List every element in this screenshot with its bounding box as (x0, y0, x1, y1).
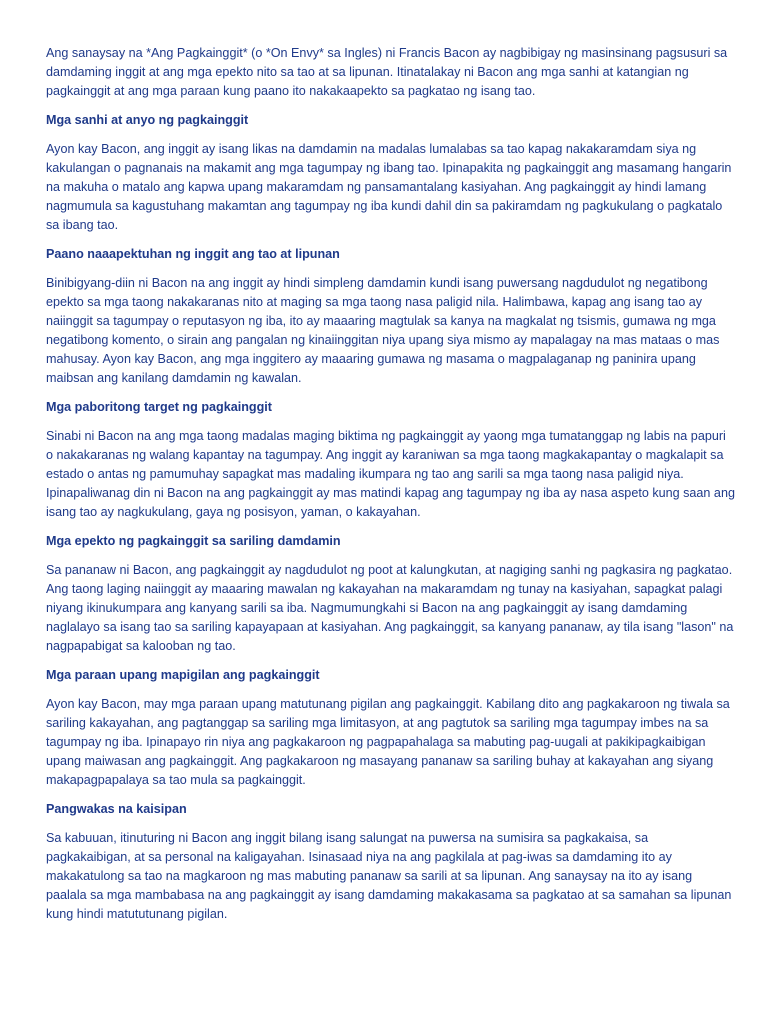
section-heading-targets: Mga paboritong target ng pagkainggit (46, 400, 272, 414)
section-body-effects-society: Binibigyang-diin ni Bacon na ang inggit ay hindi simpleng damdamin kundi isang puwersang nagdudulot ng negatibong epekto sa mga taong nakakaranas nito at maging sa mga taong nasa paligid nila. Halimbawa, kapag ang isang tao ay naiinggit sa tagumpay o reputasyon ng iba, ito ay maaaring magtulak sa kanya na magkalat ng tsismis, gumawa ng mga negatibong komento, o sirain ang pangalan ng kinaiinggitan niya upang siya mismo ay mapalagay na mas mataas o mas mahusay. Ayon kay Bacon, ang mga inggitero ay maaaring gumawa ng masama o magpalaganap ng paninira upang maibsan ang kanilang damdamin ng kawalan. (46, 276, 720, 385)
section-body-causes: Ayon kay Bacon, ang inggit ay isang likas na damdamin na madalas lumalabas sa tao kapag nakakaramdam siya ng kakulangan o pagnanais na makamit ang mga tagumpay ng ibang tao. Ipinapakita ng pagkainggit ang masamang hangarin na makuha o matalo ang kapwa upang makaramdam ng pansamantalang kasiyahan. Ang pagkainggit ay hindi lamang nagmumula sa kagustuhang makamtan ang tagumpay ng iba kundi dahil din sa pakiramdam ng pagkukulang o pagkatalo sa ibang tao. (46, 142, 732, 232)
section-heading-self-effects: Mga epekto ng pagkainggit sa sariling damdamin (46, 534, 341, 548)
section-body-self-effects: Sa pananaw ni Bacon, ang pagkainggit ay nagdudulot ng poot at kalungkutan, at nagiging sanhi ng pagkasira ng pagkatao. Ang taong laging naiinggit ay maaaring mawalan ng kakayahan na makaramdam ng tunay na kasiyahan, sapagkat palagi niyang ikinukumpara ang kanyang sarili sa iba. Nagmumungkahi si Bacon na ang pagkainggit ay isang damdaming naglalayo sa isang tao sa sariling kapayapaan at kasiyahan. Ang pagkainggit, sa kanyang pananaw, ay tila isang "lason" na nagpapabigat sa kalooban ng tao. (46, 563, 734, 653)
section-heading-effects-society: Paano naaapektuhan ng inggit ang tao at lipunan (46, 247, 340, 261)
intro-paragraph: Ang sanaysay na *Ang Pagkainggit* (o *On Envy* sa Ingles) ni Francis Bacon ay nagbibigay ng masinsinang pagsusuri sa damdaming inggit at ang mga epekto nito sa tao at sa lipunan. Itinatalakay ni Bacon ang mga sanhi at katangian ng pagkainggit at ang mga paraan kung paano ito nakakaapekto sa pagkatao ng isang tao. (46, 46, 728, 98)
section-body-conclusion: Sa kabuuan, itinuturing ni Bacon ang inggit bilang isang salungat na puwersa na sumisira sa pagkakaisa, sa pagkakaibigan, at sa personal na kaligayahan. Isinasaad niya na ang pagkilala at pag-iwas sa damdaming ito ay makakatulong sa tao na magkaroon ng mas mabuting pananaw sa sarili at sa lipunan. Ang sanaysay na ito ay isang paalala sa mga mambabasa na ang pagkainggit ay isang damdaming makakasama sa pagkatao at sa samahan sa lipunan kung hindi matututunang pigilan. (46, 831, 732, 921)
section-heading-conclusion: Pangwakas na kaisipan (46, 802, 187, 816)
section-body-prevention: Ayon kay Bacon, may mga paraan upang matutunang pigilan ang pagkainggit. Kabilang dito ang pagkakaroon ng tiwala sa sariling kakayahan, ang pagtanggap sa sariling mga limitasyon, at ang pagtutok sa sariling mga tagumpay imbes na sa tagumpay ng iba. Ipinapayo rin niya ang pagkakaroon ng pagpapahalaga sa mabuting pag-uugali at pakikipagkaibigan upang maiwasan ang pagkainggit. Ang pagkakaroon ng masayang pananaw sa sariling buhay at kakayahan ang siyang makapagpapalaya sa tao mula sa pagkainggit. (46, 697, 730, 787)
section-heading-prevention: Mga paraan upang mapigilan ang pagkainggit (46, 668, 320, 682)
section-heading-causes: Mga sanhi at anyo ng pagkainggit (46, 113, 249, 127)
document-page (46, 44, 736, 934)
section-body-targets: Sinabi ni Bacon na ang mga taong madalas maging biktima ng pagkainggit ay yaong mga tumatanggap ng labis na papuri o nakakaranas ng walang kapantay na tagumpay. Ang inggit ay karaniwan sa mga taong magkakapantay o magkalapit sa estado o antas ng pamumuhay sapagkat mas madaling ikumpara ng tao ang sarili sa mga taong nasa paligid niya. Ipinapaliwanag din ni Bacon na ang pagkainggit ay mas matindi kapag ang tagumpay ng iba ay nasa aspeto kung saan ang isang tao ay nagkukulang, gaya ng posisyon, yaman, o kakayahan. (46, 429, 735, 519)
